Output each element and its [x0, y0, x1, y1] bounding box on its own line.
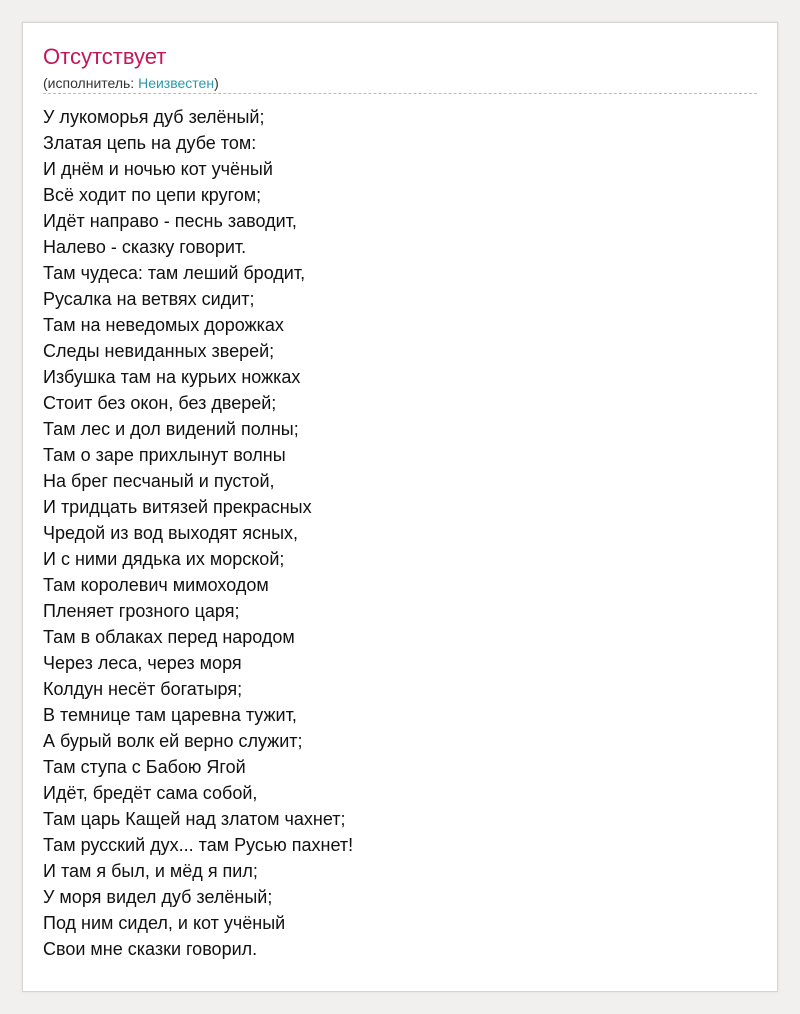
lyrics-card — [22, 22, 778, 992]
lyric-line: Там русский дух... там Русью пахнет! — [43, 835, 354, 855]
lyric-line: Избушка там на курьих ножках — [43, 367, 301, 387]
lyric-line: Налево - сказку говорит. — [43, 237, 247, 257]
lyric-line: Свои мне сказки говорил. — [43, 939, 258, 959]
lyric-line: И днём и ночью кот учёный — [43, 159, 273, 179]
artist-link[interactable]: Неизвестен — [138, 75, 215, 91]
lyric-line: И с ними дядька их морской; — [43, 549, 285, 569]
lyric-line: И тридцать витязей прекрасных — [43, 497, 312, 517]
lyric-line: Пленяет грозного царя; — [43, 601, 240, 621]
lyric-line: В темнице там царевна тужит, — [43, 705, 297, 725]
lyric-line: Там королевич мимоходом — [43, 575, 269, 595]
lyric-line: Златая цепь на дубе том: — [43, 133, 257, 153]
artist-suffix: ) — [214, 75, 219, 91]
lyric-line: На брег песчаный и пустой, — [43, 471, 275, 491]
lyric-line: Там чудеса: там леший бродит, — [43, 263, 306, 283]
lyric-line: Идёт, бредёт сама собой, — [43, 783, 258, 803]
lyric-line: У моря видел дуб зелёный; — [43, 887, 273, 907]
lyric-line: Под ним сидел, и кот учёный — [43, 913, 286, 933]
lyric-line: Колдун несёт богатыря; — [43, 679, 243, 699]
lyric-line: Стоит без окон, без дверей; — [43, 393, 277, 413]
lyric-line: И там я был, и мёд я пил; — [43, 861, 258, 881]
artist-line — [43, 73, 219, 93]
lyric-line: Идёт направо - песнь заводит, — [43, 211, 297, 231]
lyric-line: Через леса, через моря — [43, 653, 242, 673]
lyric-line: Там царь Кащей над златом чахнет; — [43, 809, 346, 829]
lyric-line: А бурый волк ей верно служит; — [43, 731, 303, 751]
lyric-line: У лукоморья дуб зелёный; — [43, 107, 265, 127]
lyric-line: Там о заре прихлынут волны — [43, 445, 286, 465]
lyric-line: Там на неведомых дорожках — [43, 315, 284, 335]
lyric-line: Там ступа с Бабою Ягой — [43, 757, 246, 777]
lyric-line: Чредой из вод выходят ясных, — [43, 523, 299, 543]
lyric-line: Там лес и дол видений полны; — [43, 419, 299, 439]
song-title: Отсутствует — [43, 44, 167, 69]
title-divider — [43, 93, 757, 94]
lyrics-text — [43, 104, 353, 962]
lyric-line: Следы невиданных зверей; — [43, 341, 275, 361]
artist-prefix: (исполнитель: — [43, 75, 139, 91]
lyric-line: Всё ходит по цепи кругом; — [43, 185, 262, 205]
lyric-line: Там в облаках перед народом — [43, 627, 295, 647]
lyric-line: Русалка на ветвях сидит; — [43, 289, 255, 309]
